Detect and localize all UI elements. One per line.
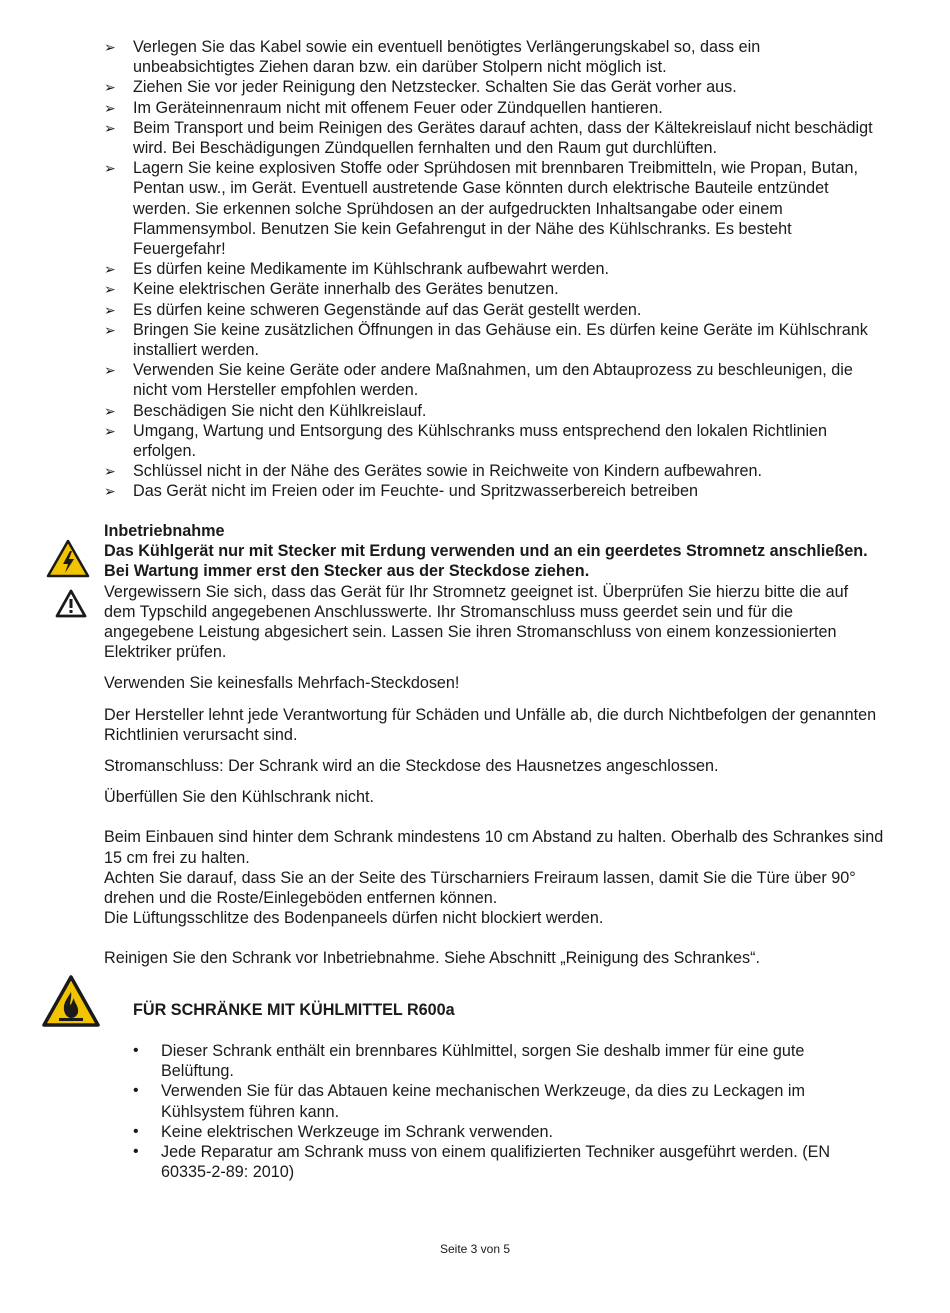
general-warning-icon bbox=[55, 589, 87, 619]
list-item: ➢ Das Gerät nicht im Freien oder im Feuchte- und Spritzwasserbereich betreiben bbox=[104, 482, 699, 501]
bullet-dot-icon: • bbox=[133, 1082, 139, 1100]
r600a-list bbox=[133, 1041, 853, 1182]
list-item: ➢ Verwenden Sie keine Geräte oder andere Maßnahmen, um den Abtauprozess zu beschleunigen, die nicht vom Hersteller empfohlen werden. bbox=[104, 361, 853, 400]
arrow-bullet-icon: ➢ bbox=[104, 301, 116, 318]
list-item: ➢ Schlüssel nicht in der Nähe des Gerätes sowie in Reichweite von Kindern aufbewahren. bbox=[104, 462, 762, 481]
r600a-heading: FÜR SCHRÄNKE MIT KÜHLMITTEL R600a bbox=[133, 1001, 455, 1019]
bullet-dot-icon: • bbox=[133, 1122, 139, 1140]
paragraph: Reinigen Sie den Schrank vor Inbetriebnahme. Siehe Abschnitt „Reinigung des Schrankes“. bbox=[104, 949, 760, 968]
list-item: ➢ Im Geräteinnenraum nicht mit offenem Feuer oder Zündquellen hantieren. bbox=[104, 98, 663, 117]
arrow-bullet-icon: ➢ bbox=[104, 261, 116, 278]
paragraph: Achten Sie darauf, dass Sie an der Seite des Türscharniers Freiraum lassen, damit Sie die Türe über 90° drehen und die Roste/Einlegeböden entfernen können. bbox=[104, 868, 856, 908]
grounding-warning: Das Kühlgerät nur mit Stecker mit Erdung verwenden und an ein geerdetes Stromnetz anschließen. Bei Wartung immer erst den Stecker aus der Steckdose ziehen. bbox=[104, 542, 868, 581]
arrow-bullet-icon: ➢ bbox=[104, 39, 116, 55]
section-heading: Inbetriebnahme bbox=[104, 522, 225, 540]
inbetriebnahme-section bbox=[104, 521, 884, 969]
paragraph: Die Lüftungsschlitze des Bodenpaneels dürfen nicht blockiert werden. bbox=[104, 909, 604, 928]
paragraph: Beim Einbauen sind hinter dem Schrank mindestens 10 cm Abstand zu halten. Oberhalb des Schrankes sind 15 cm frei zu halten. bbox=[104, 828, 884, 867]
paragraph: Verwenden Sie keinesfalls Mehrfach-Steckdosen! bbox=[104, 674, 460, 693]
list-item: • Dieser Schrank enthält ein brennbares Kühlmittel, sorgen Sie deshalb immer für eine gute Belüftung. bbox=[133, 1042, 805, 1081]
paragraph: Der Hersteller lehnt jede Verantwortung für Schäden und Unfälle ab, die durch Nichtbefolgen der genannten Richtlinien verursacht sind. bbox=[104, 705, 877, 744]
page-footer: Seite 3 von 5 bbox=[439, 1242, 511, 1256]
list-item: • Verwenden Sie für das Abtauen keine mechanischen Werkzeuge, da dies zu Leckagen im Kühlsystem führen kann. bbox=[133, 1082, 806, 1121]
list-item: ➢ Verlegen Sie das Kabel sowie ein eventuell benötigtes Verlängerungskabel so, dass ein unbeabsichtigtes Ziehen daran bzw. ein darüber Stolpern nicht möglich ist. bbox=[104, 38, 761, 77]
high-voltage-warning-icon bbox=[46, 539, 90, 579]
list-item: • Keine elektrischen Werkzeuge im Schrank verwenden. bbox=[133, 1122, 553, 1141]
list-item: ➢ Es dürfen keine schweren Gegenstände auf das Gerät gestellt werden. bbox=[104, 300, 642, 319]
arrow-bullet-icon: ➢ bbox=[104, 160, 116, 177]
paragraph: Stromanschluss: Der Schrank wird an die Steckdose des Hausnetzes angeschlossen. bbox=[104, 757, 719, 776]
list-item: ➢ Keine elektrischen Geräte innerhalb des Gerätes benutzen. bbox=[104, 280, 559, 299]
list-item: ➢ Beschädigen Sie nicht den Kühlkreislauf. bbox=[104, 401, 427, 420]
list-item: ➢ Beim Transport und beim Reinigen des Gerätes darauf achten, dass der Kältekreislauf nicht beschädigt wird. Bei Beschädigungen Zündquellen fernhalten und den Raum gut durchlüften. bbox=[104, 118, 873, 158]
list-item: ➢ Umgang, Wartung und Entsorgung des Kühlschranks muss entsprechend den lokalen Richtlinien erfolgen. bbox=[104, 421, 828, 461]
bullet-dot-icon: • bbox=[133, 1042, 139, 1059]
arrow-bullet-icon: ➢ bbox=[104, 119, 116, 136]
arrow-bullet-icon: ➢ bbox=[104, 321, 116, 338]
arrow-bullet-icon: ➢ bbox=[104, 402, 116, 419]
list-item: ➢ Bringen Sie keine zusätzlichen Öffnungen in das Gehäuse ein. Es dürfen keine Geräte im Kühlschrank installiert werden. bbox=[104, 320, 868, 360]
list-item: ➢ Es dürfen keine Medikamente im Kühlschrank aufbewahrt werden. bbox=[104, 260, 609, 279]
arrow-bullet-icon: ➢ bbox=[104, 99, 116, 116]
arrow-bullet-icon: ➢ bbox=[104, 362, 116, 379]
arrow-bullet-icon: ➢ bbox=[104, 422, 116, 439]
list-item: ➢ Ziehen Sie vor jeder Reinigung den Netzstecker. Schalten Sie das Gerät vorher aus. bbox=[104, 78, 737, 97]
paragraph: Überfüllen Sie den Kühlschrank nicht. bbox=[104, 788, 374, 807]
arrow-bullet-icon: ➢ bbox=[104, 79, 116, 96]
list-item: • Jede Reparatur am Schrank muss von einem qualifizierten Techniker ausgeführt werden. (EN 60335-2-89: 2010) bbox=[133, 1143, 831, 1182]
list-item: ➢ Lagern Sie keine explosiven Stoffe oder Sprühdosen mit brennbaren Treibmitteln, wie Propan, Butan, Pentan usw., im Gerät. Eventuell austretende Gase könnten durch elektrische Bauteile entzündet werden. Sie erkennen solche Sprühdosen an der aufgedruckten Inhaltsangabe oder einem Flammensymbol. Benutzen Sie kein Gefahrengut in der Nähe des Kühlschranks. Es besteht Feuergefahr! bbox=[104, 159, 858, 259]
arrow-bullet-icon: ➢ bbox=[104, 281, 116, 298]
arrow-bullet-icon: ➢ bbox=[104, 463, 116, 480]
bullet-dot-icon: • bbox=[133, 1143, 139, 1161]
flammable-warning-icon bbox=[41, 974, 101, 1028]
paragraph: Vergewissern Sie sich, dass das Gerät für Ihr Stromnetz geeignet ist. Überprüfen Sie hierzu bitte die auf dem Typschild angegebenen Anschlusswerte. Ihr Stromanschluss muss geerdet sein und für die angegebene Leistung abgesichert sein. Lassen Sie ihren Stromanschluss von einem konzessionierten Elektriker prüfen. bbox=[104, 582, 849, 662]
safety-instructions-list bbox=[104, 37, 884, 502]
arrow-bullet-icon: ➢ bbox=[104, 483, 116, 500]
